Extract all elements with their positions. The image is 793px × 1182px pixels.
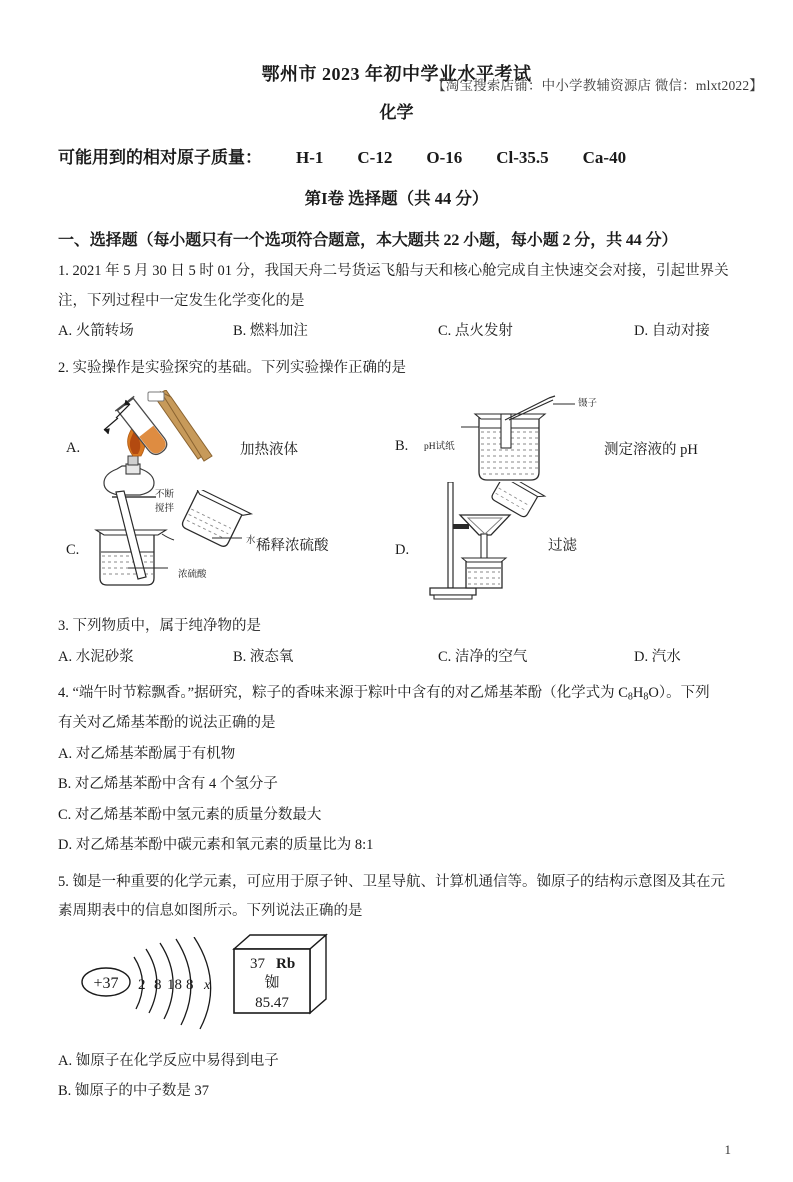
question-5-option-b[interactable] <box>58 1076 735 1106</box>
water-label: 水 <box>246 535 256 546</box>
shell-electrons-4: 8 <box>186 976 194 993</box>
question-4-stem-end: O）。下列 <box>648 685 710 702</box>
option-letter: D. <box>634 323 649 340</box>
formula-sub-c8: 8 <box>627 691 633 703</box>
atomic-mass-line <box>58 143 735 168</box>
shell-electrons-1: 2 <box>138 976 146 993</box>
option-letter: B. <box>58 776 72 793</box>
option-letter: C. <box>438 323 452 340</box>
option-letter: C. <box>58 806 72 823</box>
question-2-option-d-letter[interactable]: D. <box>395 541 410 558</box>
option-text: 洁净的空气 <box>454 648 528 665</box>
question-3 <box>58 612 735 642</box>
question-4-option-b[interactable] <box>58 769 735 799</box>
question-3-option-d[interactable] <box>634 643 681 673</box>
shell-electrons-3: 18 <box>167 976 182 993</box>
element-symbol: Rb <box>276 955 296 972</box>
question-1-stem-line1: 1. 2021 年 5 月 30 日 5 时 01 分，我国天舟二号货运飞船与天和核心舱完成自主快速交会对接，引起世界关 <box>58 263 729 279</box>
rubidium-element-box-illustration <box>220 929 340 1029</box>
question-4-stem-line2: 有关对乙烯基苯酚的说法正确的是 <box>58 715 276 732</box>
element-atomic-number: 37 <box>250 955 265 972</box>
question-2-option-c-letter[interactable]: C. <box>66 541 80 558</box>
question-2-figures <box>58 390 735 605</box>
question-2-stem: 2. 实验操作是实验探究的基础。下列实验操作正确的是 <box>58 360 406 377</box>
page-title: 鄂州市 2023 年初中学业水平考试 <box>261 64 532 84</box>
ph-paper-label: pH试纸 <box>424 441 455 452</box>
option-text: 对乙烯基苯酚中碳元素和氧元素的质量比为 8:1 <box>75 837 374 854</box>
question-2-option-b-letter[interactable]: B. <box>395 437 409 454</box>
option-text: 燃料加注 <box>249 323 308 340</box>
option-letter: D. <box>634 648 649 665</box>
question-1-stem-line2: 注，下列过程中一定发生化学变化的是 <box>58 292 305 309</box>
shell-electrons-2: 8 <box>154 976 162 993</box>
option-letter: C. <box>438 648 452 665</box>
option-text: 火箭转场 <box>75 323 134 340</box>
question-5-figures <box>58 937 735 1032</box>
option-text: 铷原子的中子数是 37 <box>74 1083 210 1100</box>
figure-filtration <box>426 482 566 604</box>
option-letter: A. <box>58 648 73 665</box>
option-text: 点火发射 <box>454 323 513 340</box>
option-text: 自动对接 <box>651 323 710 340</box>
question-1-option-c[interactable] <box>438 317 634 347</box>
question-4-stem-part1: 4. “端午时节粽飘香。”据研究，粽子的香味来源于粽叶中含有的对乙烯基苯酚（化学式为 C <box>58 685 628 702</box>
question-3-option-c[interactable] <box>438 643 634 673</box>
question-1 <box>58 257 735 316</box>
formula-sub-h8: 8 <box>643 691 649 703</box>
shell-electrons-5: x <box>204 977 211 993</box>
question-4-option-c[interactable] <box>58 800 735 830</box>
question-1-option-a[interactable] <box>58 317 233 347</box>
option-text: 对乙烯基苯酚属于有机物 <box>75 745 236 762</box>
question-2-option-a-letter[interactable]: A. <box>66 439 81 456</box>
option-text: 水泥砂浆 <box>75 648 134 665</box>
option-letter: B. <box>233 648 247 665</box>
question-1-option-d[interactable] <box>634 317 710 347</box>
question-3-options <box>58 643 735 673</box>
atomic-mass-ca: Ca-40 <box>582 148 627 167</box>
option-letter: A. <box>58 1052 73 1069</box>
option-text: 对乙烯基苯酚中氢元素的质量分数最大 <box>74 806 322 823</box>
keep-stirring-label-line2: 搅拌 <box>155 503 175 514</box>
question-2 <box>58 354 735 384</box>
option-text: 铷原子在化学反应中易得到电子 <box>75 1052 279 1069</box>
question-4-stem-line1 <box>58 679 735 709</box>
tweezers-label: 镊子 <box>578 398 598 409</box>
dilute-acid-illustration <box>88 490 268 600</box>
filtration-illustration <box>426 482 566 604</box>
atomic-mass-o: O-16 <box>426 148 463 167</box>
exam-page <box>0 60 793 1182</box>
subject-title: 化学 <box>379 103 414 122</box>
question-5-stem-line2: 素周期表中的信息如图所示。下列说法正确的是 <box>58 903 363 920</box>
question-4 <box>58 679 735 738</box>
question-2-option-b-caption: 测定溶液的 pH <box>604 441 698 458</box>
option-letter: B. <box>233 323 247 340</box>
shop-watermark-header: 【淘宝搜索店铺：中小学教辅资源店 微信：mlxt2022】 <box>432 78 763 93</box>
figure-element-box <box>220 929 340 1029</box>
question-3-stem: 3. 下列物质中，属于纯净物的是 <box>58 617 261 634</box>
question-3-option-a[interactable] <box>58 643 233 673</box>
option-text: 对乙烯基苯酚中含有 4 个氢分子 <box>74 776 278 793</box>
atomic-mass-cl: Cl-35.5 <box>496 148 549 167</box>
option-letter: D. <box>58 837 73 854</box>
atomic-mass-c: C-12 <box>357 148 393 167</box>
question-4-option-d[interactable] <box>58 830 735 860</box>
atomic-mass-h: H-1 <box>296 148 324 167</box>
option-text: 汽水 <box>651 648 681 665</box>
question-3-option-b[interactable] <box>233 643 438 673</box>
option-text: 液态氧 <box>249 648 294 665</box>
element-name: 铷 <box>264 974 280 991</box>
question-1-options <box>58 317 735 347</box>
question-4-option-a[interactable] <box>58 739 735 769</box>
question-5-stem-line1: 5. 铷是一种重要的化学元素，可应用于原子钟、卫星导航、计算机通信等。铷原子的结构示意图及其在元 <box>58 873 725 890</box>
option-letter: B. <box>58 1083 72 1100</box>
multiple-choice-section-title: 一、选择题（每小题只有一个选项符合题意，本大题共 22 小题，每小题 2 分，共 44 分） <box>58 232 678 249</box>
element-atomic-mass: 85.47 <box>255 994 289 1011</box>
question-2-option-a-caption: 加热液体 <box>240 441 298 458</box>
question-4-options <box>58 739 735 861</box>
keep-stirring-label-line1: 不断 <box>155 489 175 500</box>
question-5-option-a[interactable] <box>58 1046 735 1076</box>
figure-dilute-acid <box>88 490 268 600</box>
option-letter: A. <box>58 323 73 340</box>
atomic-mass-label: 可能用到的相对原子质量： <box>58 148 262 167</box>
page-number: 1 <box>724 1142 731 1157</box>
question-2-option-c-caption: 稀释浓硫酸 <box>256 537 329 554</box>
question-5-options <box>58 1046 735 1107</box>
formula-h: H <box>632 685 644 702</box>
option-letter: A. <box>58 745 73 762</box>
question-1-option-b[interactable] <box>233 317 438 347</box>
atom-nucleus-charge: +37 <box>93 974 119 992</box>
question-5 <box>58 868 735 927</box>
section-title: 第I卷 选择题（共 44 分） <box>304 189 489 208</box>
concentrated-acid-label: 浓硫酸 <box>178 569 207 580</box>
question-2-option-d-caption: 过滤 <box>548 537 577 554</box>
